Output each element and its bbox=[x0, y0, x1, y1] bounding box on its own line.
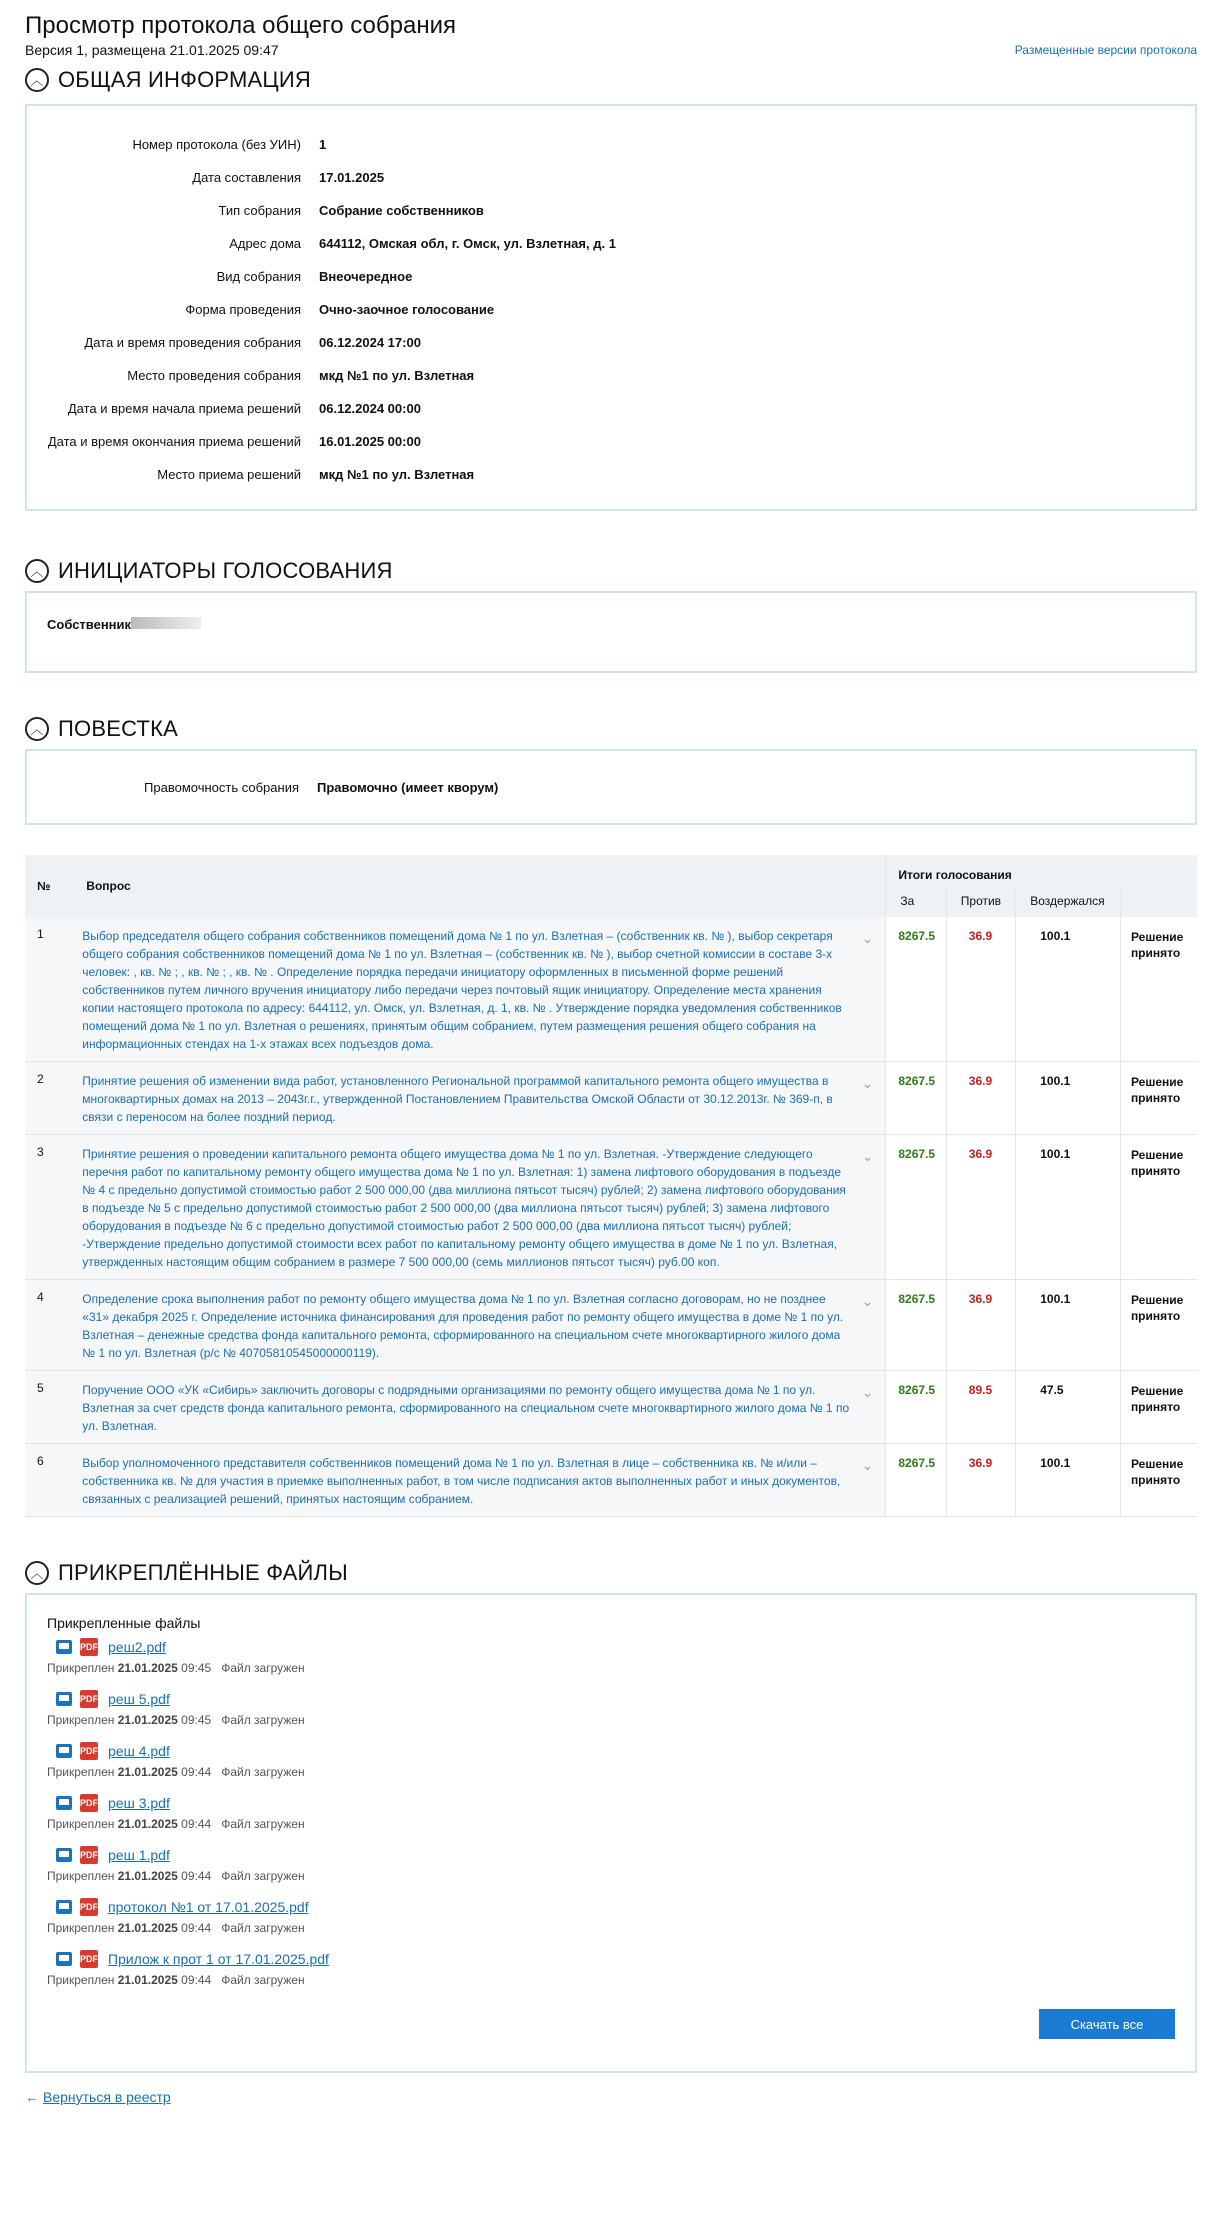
info-label: Форма проведения bbox=[185, 302, 301, 317]
expand-chevron-icon[interactable]: ⌄ bbox=[861, 1457, 874, 1473]
vote-for: 8267.5 bbox=[886, 917, 946, 1062]
attached-time: 09:44 bbox=[181, 1973, 212, 1987]
signature-check-icon[interactable] bbox=[56, 1952, 72, 1966]
collapse-chevron-icon[interactable]: ︿ bbox=[25, 1561, 49, 1585]
files-subtitle: Прикрепленные файлы bbox=[47, 1615, 201, 1631]
expand-chevron-icon[interactable]: ⌄ bbox=[861, 1293, 874, 1309]
attached-time: 09:44 bbox=[181, 1921, 212, 1935]
file-item bbox=[47, 1739, 1175, 1791]
attached-time: 09:45 bbox=[181, 1713, 212, 1727]
question-number: 2 bbox=[25, 1062, 70, 1135]
info-value: 16.01.2025 00:00 bbox=[319, 434, 421, 449]
info-label: Адрес дома bbox=[229, 236, 301, 251]
initiators-header[interactable] bbox=[25, 551, 1197, 591]
vote-abstain: 100.1 bbox=[1016, 1444, 1121, 1517]
table-row bbox=[25, 917, 1197, 1062]
attached-label: Прикреплен bbox=[47, 1713, 115, 1727]
decision-status: Решение принято bbox=[1120, 1444, 1197, 1517]
file-line bbox=[47, 1843, 1175, 1867]
collapse-chevron-icon[interactable]: ︿ bbox=[25, 68, 49, 92]
quorum-value: Правомочно (имеет кворум) bbox=[317, 779, 499, 795]
expand-chevron-icon[interactable]: ⌄ bbox=[861, 1384, 874, 1400]
vote-for: 8267.5 bbox=[886, 1444, 946, 1517]
file-status: Файл загружен bbox=[221, 1817, 305, 1831]
signature-check-icon[interactable] bbox=[56, 1744, 72, 1758]
attached-date: 21.01.2025 bbox=[117, 1869, 178, 1883]
pdf-file-icon: PDF bbox=[80, 1846, 98, 1864]
col-num-header: № bbox=[25, 855, 70, 917]
attached-date: 21.01.2025 bbox=[117, 1921, 178, 1935]
expand-chevron-icon[interactable]: ⌄ bbox=[861, 1148, 874, 1164]
question-cell[interactable] bbox=[70, 1371, 886, 1444]
signature-check-icon[interactable] bbox=[56, 1692, 72, 1706]
info-label: Место проведения собрания bbox=[127, 368, 301, 383]
table-row bbox=[25, 1135, 1197, 1280]
info-label: Дата и время проведения собрания bbox=[84, 335, 301, 350]
attached-time: 09:44 bbox=[181, 1817, 212, 1831]
info-row bbox=[27, 392, 1195, 425]
file-item bbox=[47, 1635, 1175, 1687]
file-item bbox=[47, 1791, 1175, 1843]
question-cell[interactable] bbox=[70, 1444, 886, 1517]
decision-status: Решение принято bbox=[1120, 1280, 1197, 1371]
question-number: 3 bbox=[25, 1135, 70, 1280]
file-status: Файл загружен bbox=[221, 1765, 305, 1779]
decision-status: Решение принято bbox=[1120, 1062, 1197, 1135]
files-heading: ПРИКРЕПЛЁННЫЕ ФАЙЛЫ bbox=[58, 1560, 348, 1585]
vote-for: 8267.5 bbox=[886, 1371, 946, 1444]
file-line bbox=[47, 1791, 1175, 1815]
info-label: Дата и время начала приема решений bbox=[67, 401, 301, 416]
agenda-table bbox=[25, 855, 1197, 1517]
question-cell[interactable] bbox=[70, 1280, 886, 1371]
version-row bbox=[25, 40, 1197, 60]
back-link[interactable]: Вернуться в реестр bbox=[43, 2089, 171, 2105]
decision-status: Решение принято bbox=[1120, 1135, 1197, 1280]
pdf-file-icon: PDF bbox=[80, 1950, 98, 1968]
general-info-box bbox=[25, 104, 1197, 511]
file-line bbox=[47, 1947, 1175, 1971]
question-number: 1 bbox=[25, 917, 70, 1062]
signature-check-icon[interactable] bbox=[56, 1640, 72, 1654]
vote-abstain: 100.1 bbox=[1016, 917, 1121, 1062]
info-row bbox=[27, 128, 1195, 161]
expand-chevron-icon[interactable]: ⌄ bbox=[861, 1075, 874, 1091]
agenda-box bbox=[25, 749, 1197, 825]
vote-against: 36.9 bbox=[946, 917, 1015, 1062]
vote-abstain: 100.1 bbox=[1016, 1135, 1121, 1280]
vote-against: 36.9 bbox=[946, 1444, 1015, 1517]
info-row bbox=[27, 260, 1195, 293]
attached-label: Прикреплен bbox=[47, 1869, 115, 1883]
question-text[interactable]: Принятие решения о проведении капитального ремонта общего имущества дома № 1 по ул. Взлетная. -Утверждение следующего перечня работ по капитальному ремонту общего имущества дома № 1 по ул. Взлетная: 1) замена лифтового оборудования в подъезде № 4 с предельно допустимой стоимостью работ 2 500 000,00 (два миллиона пятьсот тысяч) рублей; 2) замена лифтового оборудования в подъезде № 5 с предельно допустимой стоимостью работ 2 500 000,00 (два миллиона пятьсот тысяч) рублей; 3) замена лифтового оборудования в подъезде № 6 с предельно допустимой стоимостью работ 2 500 000,00 (два миллиона пятьсот тысяч) рублей; -Утверждение предельно допустимой стоимости всех работ по капитальному ремонту общего имущества в доме № 1 по ул. Взлетная, утвержденных настоящим общим собранием в размере 7 500 000,00 (семь миллионов пятьсот тысяч) руб.00 коп. bbox=[82, 1147, 846, 1269]
file-line bbox=[47, 1739, 1175, 1763]
question-text[interactable]: Выбор уполномоченного представителя собственников помещений дома № 1 по ул. Взлетная в лице – собственника кв. № и/или – собственника кв. № для участия в приемке выполненных работ, в том числе подписания актов выполненных работ и иных документов, связанных с реализацией решений, принятых настоящим собранием. bbox=[82, 1456, 841, 1506]
signature-check-icon[interactable] bbox=[56, 1848, 72, 1862]
files-box bbox=[25, 1593, 1197, 2073]
col-result-header bbox=[1120, 885, 1197, 917]
file-status: Файл загружен bbox=[221, 1973, 305, 1987]
info-row bbox=[27, 326, 1195, 359]
question-cell[interactable] bbox=[70, 917, 886, 1062]
files-header[interactable] bbox=[25, 1553, 1197, 1593]
attached-time: 09:45 bbox=[181, 1661, 212, 1675]
file-line bbox=[47, 1687, 1175, 1711]
question-text[interactable]: Выбор председателя общего собрания собственников помещений дома № 1 по ул. Взлетная – (собственник кв. № ), выбор секретаря общего собрания собственников помещений дома № 1 по ул. Взлетная – (собственник кв. № ), выбор счетной комиссии в составе 3-х человек: , кв. № ; , кв. № ; , кв. № . Определение порядка передачи инициатору оформленных в письменной форме решений собственников путем личного вручения инициатору либо передачи через почтовый ящик инициатору. Определение места хранения копии настоящего протокола по адресу: 644112, ул. Омск, ул. Взлетная, д. 1, кв. № . Утверждение порядка уведомления собственников помещений дома № 1 по ул. Взлетная о решениях, принятым общим собранием, путем размещения решения общего собрания на информационных стендах на 1-х этажах всех подъездов дома. bbox=[82, 929, 842, 1051]
info-label: Номер протокола (без УИН) bbox=[132, 137, 301, 152]
info-value: мкд №1 по ул. Взлетная bbox=[319, 368, 475, 383]
attached-label: Прикреплен bbox=[47, 1817, 115, 1831]
vote-for: 8267.5 bbox=[886, 1135, 946, 1280]
col-question-header: Вопрос bbox=[70, 855, 886, 917]
back-arrow-icon: ← bbox=[25, 2089, 39, 2105]
decision-status: Решение принято bbox=[1120, 1371, 1197, 1444]
vote-abstain: 100.1 bbox=[1016, 1062, 1121, 1135]
vote-abstain: 100.1 bbox=[1016, 1280, 1121, 1371]
attached-time: 09:44 bbox=[181, 1765, 212, 1779]
agenda-heading: ПОВЕСТКА bbox=[58, 716, 178, 741]
info-value: 644112, Омская обл, г. Омск, ул. Взлетная, д. 1 bbox=[319, 236, 616, 251]
general-info-heading: ОБЩАЯ ИНФОРМАЦИЯ bbox=[58, 67, 311, 92]
file-link[interactable]: Прилож к прот 1 от 17.01.2025.pdf bbox=[108, 1951, 329, 1967]
pdf-file-icon: PDF bbox=[80, 1794, 98, 1812]
info-value: Собрание собственников bbox=[319, 203, 484, 218]
attached-label: Прикреплен bbox=[47, 1973, 115, 1987]
vote-against: 36.9 bbox=[946, 1135, 1015, 1280]
vote-against: 36.9 bbox=[946, 1280, 1015, 1371]
vote-against: 36.9 bbox=[946, 1062, 1015, 1135]
version-info: Версия 1, размещена 21.01.2025 09:47 bbox=[25, 42, 279, 58]
attached-date: 21.01.2025 bbox=[117, 1973, 178, 1987]
vote-for: 8267.5 bbox=[886, 1280, 946, 1371]
file-link[interactable]: реш 5.pdf bbox=[108, 1691, 170, 1707]
file-meta bbox=[47, 1919, 1175, 1937]
col-against-header: Против bbox=[946, 885, 1015, 917]
file-meta bbox=[47, 1815, 1175, 1833]
question-cell[interactable] bbox=[70, 1135, 886, 1280]
collapse-chevron-icon[interactable]: ︿ bbox=[25, 717, 49, 741]
file-item bbox=[47, 1895, 1175, 1947]
info-label: Вид собрания bbox=[216, 269, 301, 284]
file-meta bbox=[47, 1971, 1175, 1989]
owner-label: Собственник bbox=[47, 617, 132, 632]
info-label: Дата составления bbox=[192, 170, 301, 185]
pdf-file-icon: PDF bbox=[80, 1690, 98, 1708]
info-value: Внеочередное bbox=[319, 269, 413, 284]
info-row bbox=[27, 293, 1195, 326]
file-line bbox=[47, 1895, 1175, 1919]
pdf-file-icon: PDF bbox=[80, 1742, 98, 1760]
file-item bbox=[47, 1947, 1175, 1999]
file-link[interactable]: протокол №1 от 17.01.2025.pdf bbox=[108, 1899, 309, 1915]
redacted-owner-name bbox=[131, 617, 201, 629]
info-row bbox=[27, 359, 1195, 392]
info-row bbox=[27, 227, 1195, 260]
file-line bbox=[47, 1635, 1175, 1659]
attached-date: 21.01.2025 bbox=[117, 1765, 178, 1779]
file-meta bbox=[47, 1711, 1175, 1729]
expand-chevron-icon[interactable]: ⌄ bbox=[861, 930, 874, 946]
file-item bbox=[47, 1843, 1175, 1895]
file-link[interactable]: реш 4.pdf bbox=[108, 1743, 170, 1759]
info-value: Очно-заочное голосование bbox=[319, 302, 495, 317]
initiators-box bbox=[25, 591, 1197, 673]
info-value: мкд №1 по ул. Взлетная bbox=[319, 467, 475, 482]
col-results-header: Итоги голосования bbox=[886, 855, 1197, 885]
attached-time: 09:44 bbox=[181, 1869, 212, 1883]
file-link[interactable]: реш 3.pdf bbox=[108, 1795, 170, 1811]
quorum-label: Правомочность собрания bbox=[144, 779, 299, 795]
agenda-table-body bbox=[25, 917, 1197, 1517]
file-status: Файл загружен bbox=[221, 1661, 305, 1675]
info-row bbox=[27, 194, 1195, 227]
info-label: Тип собрания bbox=[218, 203, 301, 218]
question-number: 5 bbox=[25, 1371, 70, 1444]
info-row bbox=[27, 425, 1195, 458]
question-text[interactable]: Поручение ООО «УК «Сибирь» заключить договоры с подрядными организациями по ремонту общего имущества дома № 1 по ул. Взлетная за счет средств фонда капитального ремонта, сформированного на специальном счете многоквартирного жилого дома № 1 по ул. Взлетная. bbox=[82, 1383, 850, 1433]
file-meta bbox=[47, 1867, 1175, 1885]
back-to-registry[interactable] bbox=[25, 2085, 1197, 2109]
info-row bbox=[27, 458, 1195, 491]
info-label: Дата и время окончания приема решений bbox=[47, 434, 301, 449]
attached-date: 21.01.2025 bbox=[117, 1661, 178, 1675]
col-abstain-header: Воздержался bbox=[1016, 885, 1121, 917]
download-all-button[interactable]: Скачать все bbox=[1039, 2009, 1175, 2039]
placed-versions-link[interactable]: Размещенные версии протокола bbox=[1014, 43, 1197, 57]
pdf-file-icon: PDF bbox=[80, 1898, 98, 1916]
file-meta bbox=[47, 1659, 1175, 1677]
page-title: Просмотр протокола общего собрания bbox=[25, 12, 456, 39]
question-number: 6 bbox=[25, 1444, 70, 1517]
question-number: 4 bbox=[25, 1280, 70, 1371]
col-for-header: За bbox=[886, 885, 946, 917]
initiators-heading: ИНИЦИАТОРЫ ГОЛОСОВАНИЯ bbox=[58, 558, 393, 583]
decision-status: Решение принято bbox=[1120, 917, 1197, 1062]
info-label: Место приема решений bbox=[157, 467, 301, 482]
attached-label: Прикреплен bbox=[47, 1765, 115, 1779]
file-status: Файл загружен bbox=[221, 1921, 305, 1935]
question-cell[interactable] bbox=[70, 1062, 886, 1135]
vote-for: 8267.5 bbox=[886, 1062, 946, 1135]
attached-label: Прикреплен bbox=[47, 1661, 115, 1675]
attached-date: 21.01.2025 bbox=[117, 1817, 178, 1831]
file-item bbox=[47, 1687, 1175, 1739]
table-row bbox=[25, 1280, 1197, 1371]
table-row bbox=[25, 1062, 1197, 1135]
file-meta bbox=[47, 1763, 1175, 1781]
file-status: Файл загружен bbox=[221, 1869, 305, 1883]
file-link[interactable]: реш2.pdf bbox=[108, 1639, 166, 1655]
signature-check-icon[interactable] bbox=[56, 1900, 72, 1914]
attached-date: 21.01.2025 bbox=[117, 1713, 178, 1727]
question-text[interactable]: Определение срока выполнения работ по ремонту общего имущества дома № 1 по ул. Взлетная согласно договорам, но не позднее «31» декабря 2025 г. Определение источника финансирования для проведения работ по ремонту общего имущества в доме № 1 по ул. Взлетная – денежные средства фонда капитального ремонта, сформированного на специальном счете многоквартирного жилого дома № 1 по ул. Взлетная (р/с № 40705810545000000119). bbox=[82, 1292, 844, 1360]
info-value: 17.01.2025 bbox=[319, 170, 385, 185]
info-value: 06.12.2024 17:00 bbox=[319, 335, 421, 350]
vote-abstain: 47.5 bbox=[1016, 1371, 1121, 1444]
agenda-header[interactable] bbox=[25, 709, 1197, 749]
vote-against: 89.5 bbox=[946, 1371, 1015, 1444]
table-row bbox=[25, 1371, 1197, 1444]
file-status: Файл загружен bbox=[221, 1713, 305, 1727]
info-value: 06.12.2024 00:00 bbox=[319, 401, 421, 416]
collapse-chevron-icon[interactable]: ︿ bbox=[25, 559, 49, 583]
attached-label: Прикреплен bbox=[47, 1921, 115, 1935]
files-list bbox=[47, 1635, 1175, 1999]
info-row bbox=[27, 161, 1195, 194]
info-value: 1 bbox=[319, 137, 327, 152]
question-text[interactable]: Принятие решения об изменении вида работ, установленного Региональной программой капитального ремонта общего имущества в многоквартирных домах на 2013 – 2043г.г., утвержденной Постановлением Правительства Омской Области от 30.12.2013г. № 369-п, в связи с переносом на более поздний период. bbox=[82, 1074, 833, 1124]
pdf-file-icon: PDF bbox=[80, 1638, 98, 1656]
file-link[interactable]: реш 1.pdf bbox=[108, 1847, 170, 1863]
general-info-header[interactable] bbox=[25, 60, 1197, 100]
table-row bbox=[25, 1444, 1197, 1517]
signature-check-icon[interactable] bbox=[56, 1796, 72, 1810]
